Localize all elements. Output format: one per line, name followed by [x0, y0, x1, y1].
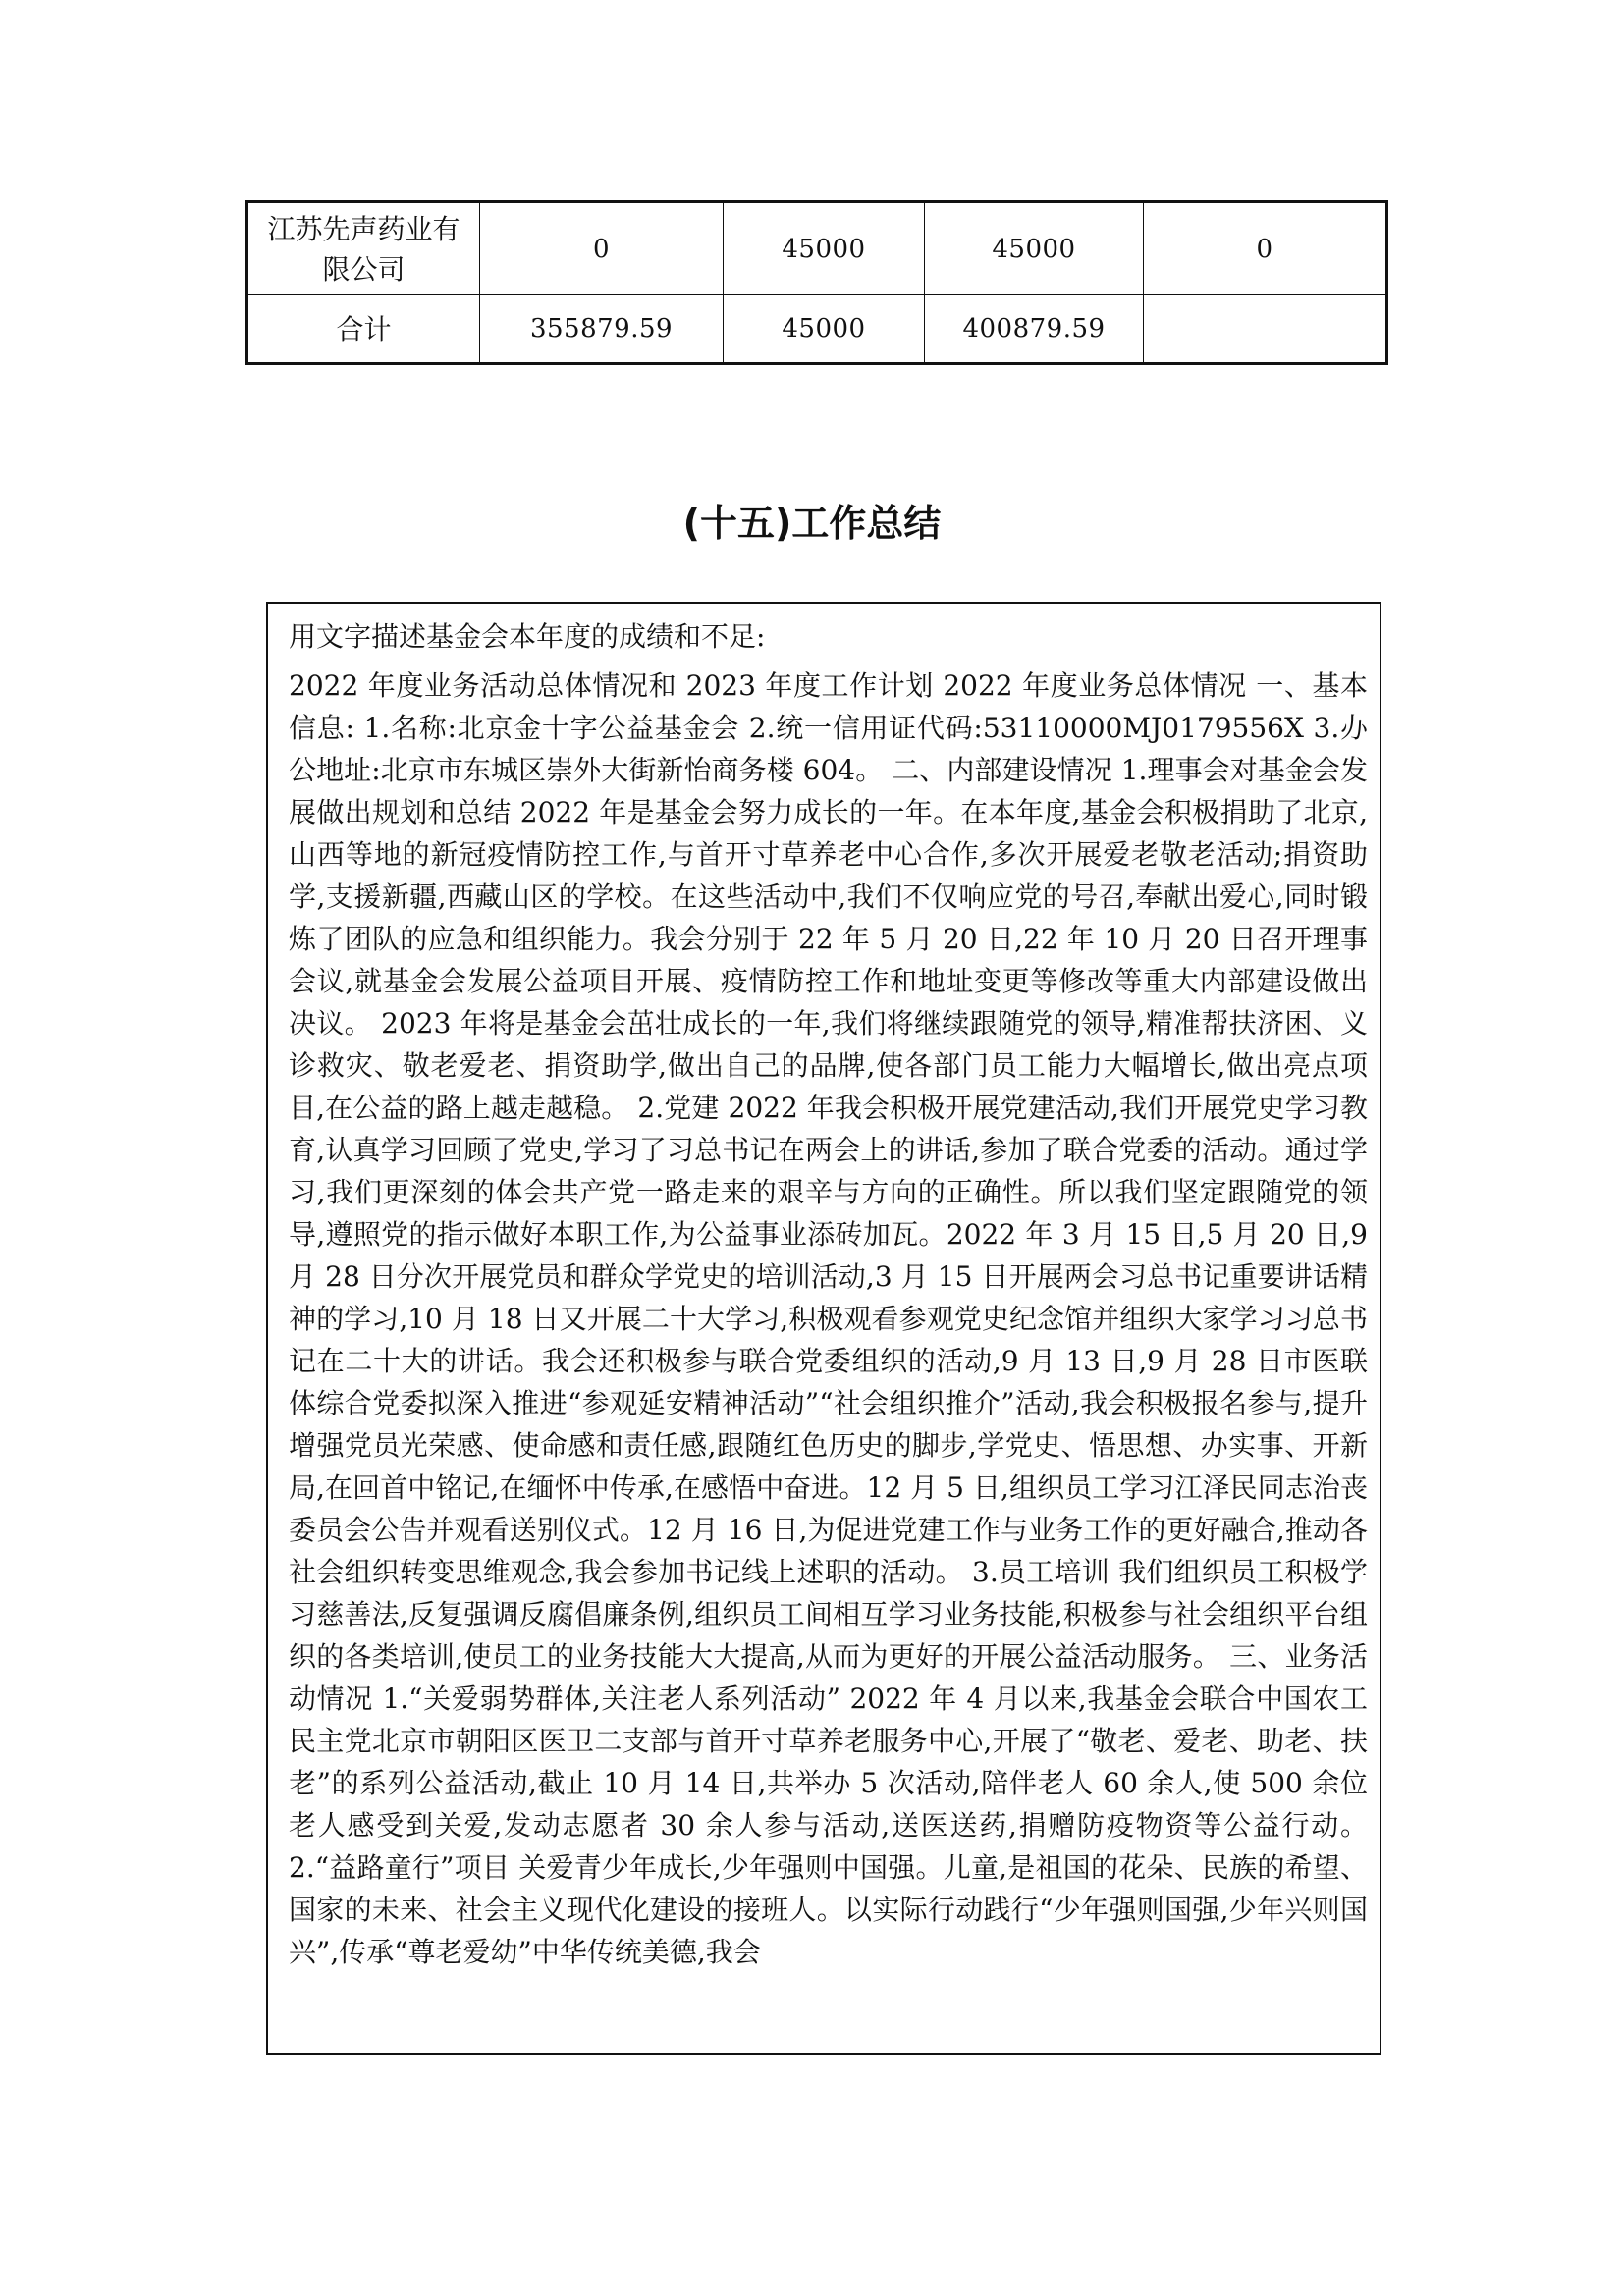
- work-summary-box: [266, 602, 1381, 2055]
- decrease-cell: 45000: [925, 202, 1144, 295]
- total-opening-cell: 355879.59: [480, 295, 724, 364]
- closing-balance-cell: 0: [1144, 202, 1387, 295]
- total-label-cell: 合计: [247, 295, 480, 364]
- donor-name-cell: 江苏先声药业有限公司: [247, 202, 480, 295]
- total-increase-cell: 45000: [724, 295, 925, 364]
- summary-prompt: 用文字描述基金会本年度的成绩和不足:: [289, 620, 766, 653]
- total-decrease-cell: 400879.59: [925, 295, 1144, 364]
- donation-table: [245, 200, 1388, 365]
- table-row: [247, 202, 1387, 295]
- summary-body-text: 2022 年度业务活动总体情况和 2023 年度工作计划 2022 年度业务总体情况 一、基本信息: 1.名称:北京金十字公益基金会 2.统一信用证代码:53110000MJ0179556X 3.办公地址:北京市东城区崇外大街新怡商务楼 604。 二、内部建设情况 1.理事会对基金会发展做出规划和总结 2022 年是基金会努力成长的一年。在本年度,基金会积极捐助了北京,山西等地的新冠疫情防控工作,与首开寸草养老中心合作,多次开展爱老敬老活动;捐资助学,支援新疆,西藏山区的学校。在这些活动中,我们不仅响应党的号召,奉献出爱心,同时锻炼了团队的应急和组织能力。我会分别于 22 年 5 月 20 日,22 年 10 月 20 日召开理事会议,就基金会发展公益项目开展、疫情防控工作和地址变更等修改等重大内部建设做出决议。 2023 年将是基金会茁壮成长的一年,我们将继续跟随党的领导,精准帮扶济困、义诊救灾、敬老爱老、捐资助学,做出自己的品牌,使各部门员工能力大幅增长,做出亮点项目,在公益的路上越走越稳。 2.党建 2022 年我会积极开展党建活动,我们开展党史学习教育,认真学习回顾了党史,学习了习总书记在两会上的讲话,参加了联合党委的活动。通过学习,我们更深刻的体会共产党一路走来的艰辛与方向的正确性。所以我们坚定跟随党的领导,遵照党的指示做好本职工作,为公益事业添砖加瓦。2022 年 3 月 15 日,5 月 20 日,9 月 28 日分次开展党员和群众学党史的培训活动,3 月 15 日开展两会习总书记重要讲话精神的学习,10 月 18 日又开展二十大学习,积极观看参观党史纪念馆并组织大家学习习总书记在二十大的讲话。我会还积极参与联合党委组织的活动,9 月 13 日,9 月 28 日市医联体综合党委拟深入推进“参观延安精神活动”“社会组织推介”活动,我会积极报名参与,提升增强党员光荣感、使命感和责任感,跟随红色历史的脚步,学党史、悟思想、办实事、开新局,在回首中铭记,在缅怀中传承,在感悟中奋进。12 月 5 日,组织员工学习江泽民同志治丧委员会公告并观看送别仪式。12 月 16 日,为促进党建工作与业务工作的更好融合,推动各社会组织转变思维观念,我会参加书记线上述职的活动。 3.员工培训 我们组织员工积极学习慈善法,反复强调反腐倡廉条例,组织员工间相互学习业务技能,积极参与社会组织平台组织的各类培训,使员工的业务技能大大提高,从而为更好的开展公益活动服务。 三、业务活动情况 1.“关爱弱势群体,关注老人系列活动” 2022 年 4 月以来,我基金会联合中国农工民主党北京市朝阳区医卫二支部与首开寸草养老服务中心,开展了“敬老、爱老、助老、扶老”的系列公益活动,截止 10 月 14 日,共举办 5 次活动,陪伴老人 60 余人,使 500 余位老人感受到关爱,发动志愿者 30 余人参与活动,送医送药,捐赠防疫物资等公益行动。 2.“益路童行”项目 关爱青少年成长,少年强则中国强。儿童,是祖国的花朵、民族的希望、国家的未来、社会主义现代化建设的接班人。以实际行动践行“少年强则国强,少年兴则国兴”,传承“尊老爱幼”中华传统美德,我会: [289, 669, 1368, 1968]
- table-total-row: [247, 295, 1387, 364]
- section-heading: (十五)工作总结: [682, 502, 942, 545]
- total-closing-cell: [1144, 295, 1387, 364]
- opening-balance-cell: 0: [480, 202, 724, 295]
- increase-cell: 45000: [724, 202, 925, 295]
